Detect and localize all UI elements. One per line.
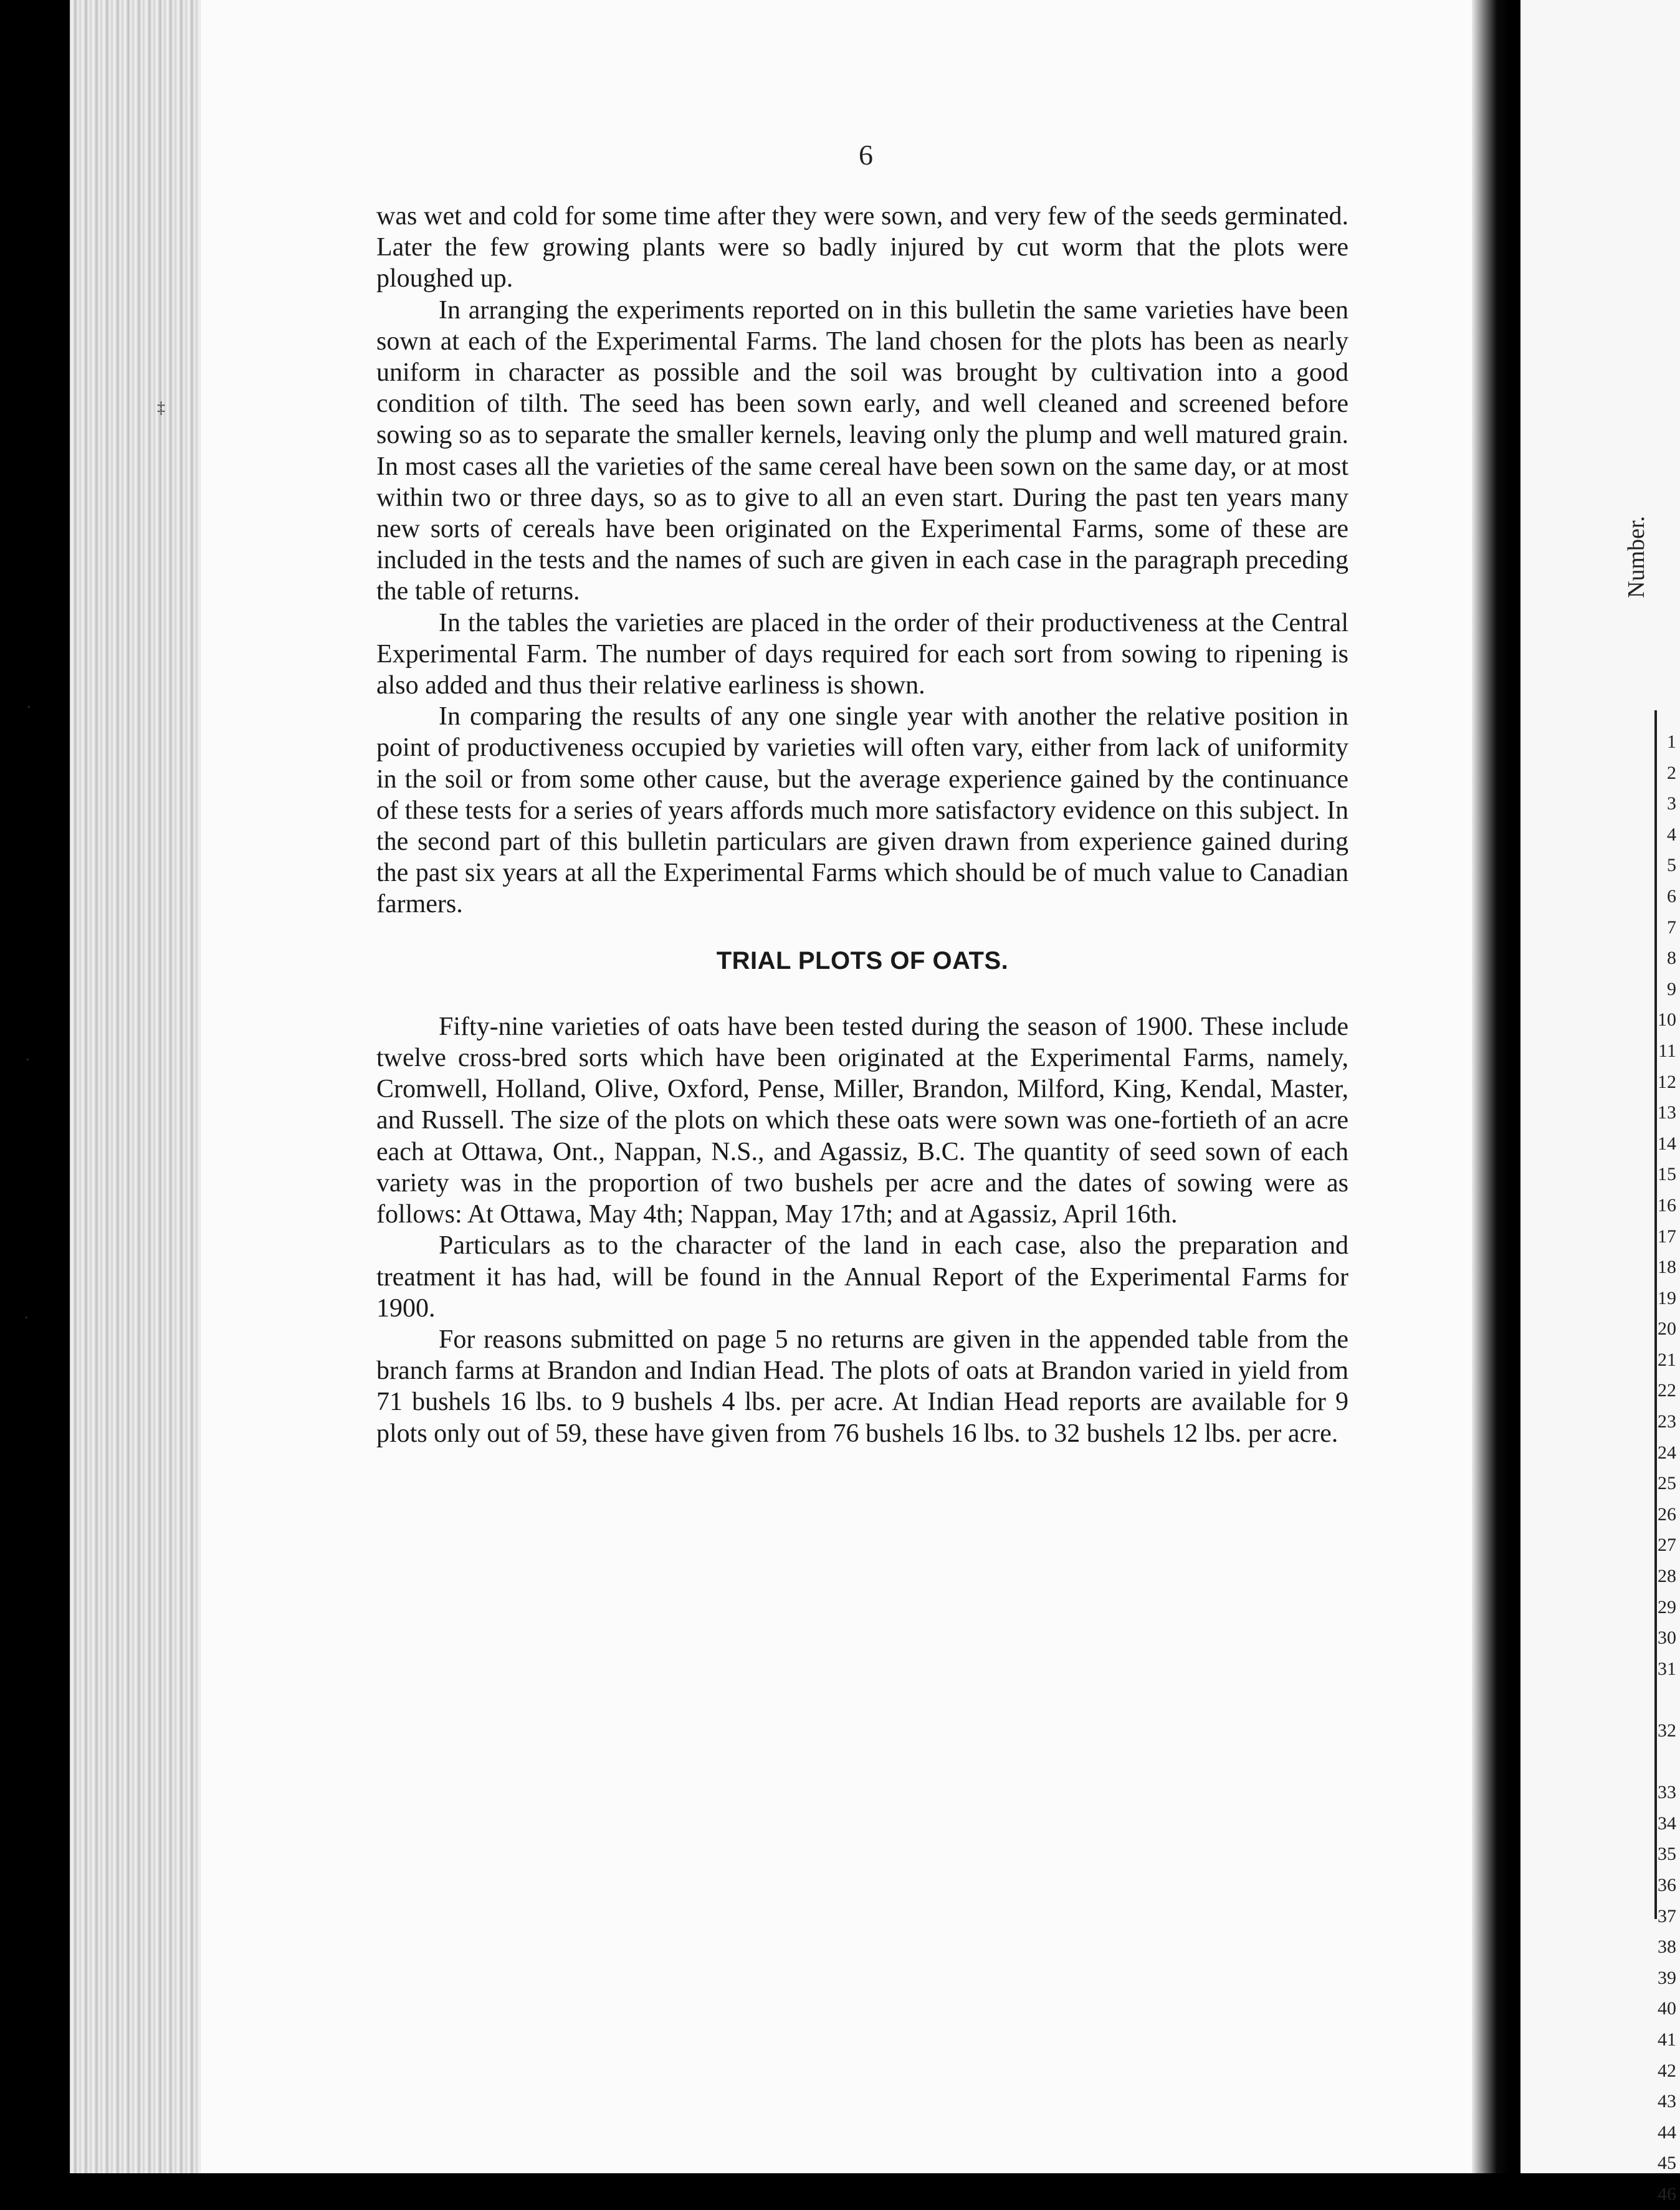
- facing-row-number: 32: [1658, 1720, 1676, 1741]
- facing-row-number: 7: [1667, 917, 1676, 938]
- facing-row-number: 28: [1658, 1566, 1676, 1587]
- facing-row-number: 22: [1658, 1380, 1676, 1401]
- facing-row-number: 46: [1658, 2183, 1676, 2204]
- facing-row-number: 13: [1658, 1102, 1676, 1123]
- facing-row-number: 35: [1658, 1844, 1676, 1865]
- paragraph: Fifty-nine varieties of oats have been tested during the season of 1900. These include twelve cross-bred sorts which have been originated at the Experimental Farms, namely, Cromwell, Holland, Olive, Oxford, Pense, Miller, Brandon, Milford, King, Kendal, Master, and Russell. The size of the plots on which these oats were sown was one-fortieth of an acre each at Ottawa, Ont., Nappan, N.S., and Agassiz, B.C. The quantity of seed sown of each variety was in the proportion of two bushels per acre and the dates of sowing were as follows: At Ottawa, May 4th; Nappan, May 17th; and at Agassiz, April 16th.: [376, 1012, 1348, 1229]
- facing-row-number: 42: [1658, 2060, 1676, 2081]
- facing-row-number: 20: [1658, 1318, 1676, 1340]
- facing-row-number: 34: [1658, 1812, 1676, 1834]
- body-text: [376, 201, 1348, 1449]
- book-gutter: [1472, 0, 1509, 2173]
- facing-row-number: [1641, 1684, 1676, 1715]
- paragraph: was wet and cold for some time after they were sown, and very few of the seeds germinated. Later the few growing plants were so badly injured by cut worm that the plots were ploughed up.: [376, 202, 1348, 293]
- facing-row-number: 5: [1667, 855, 1676, 876]
- paragraph: In comparing the results of any one single year with another the relative position in point of productiveness occupied by varieties will often vary, either from lack of uniformity in the soil or from some other cause, but the average experience gained by the continuance of these tests for a series of years affords much more satisfactory evidence on this subject. In the second part of this bulletin particulars are given drawn from experience gained during the past six years at all the Experimental Farms which should be of much value to Canadian farmers.: [376, 702, 1348, 919]
- facing-row-number: 17: [1658, 1226, 1676, 1247]
- facing-row-number: 40: [1658, 1998, 1676, 2019]
- facing-row-number: 14: [1658, 1133, 1676, 1154]
- facing-row-number: 16: [1658, 1194, 1676, 1216]
- paragraph: For reasons submitted on page 5 no returns are given in the appended table from the branch farms at Brandon and Indian Head. The plots of oats at Brandon varied in yield from 71 bushels 16 lbs. to 9 bushels 4 lbs. per acre. At Indian Head reports are available for 9 plots only out of 59, these have given from 76 bushels 16 lbs. to 32 bushels 12 lbs. per acre.: [376, 1325, 1348, 1448]
- facing-row-number: 3: [1667, 793, 1676, 814]
- facing-row-number: 8: [1667, 948, 1676, 969]
- facing-row-number: 30: [1658, 1627, 1676, 1649]
- margin-mark: ‡: [157, 399, 165, 417]
- facing-row-number: 11: [1658, 1040, 1676, 1061]
- facing-row-number: 41: [1658, 2029, 1676, 2050]
- facing-row-number: 29: [1658, 1596, 1676, 1617]
- margin-mark: ·: [25, 1050, 31, 1069]
- facing-row-number: 12: [1658, 1071, 1676, 1092]
- page-number: 6: [859, 139, 873, 171]
- facing-row-number: 1: [1667, 731, 1676, 752]
- facing-row-number: 25: [1658, 1473, 1676, 1494]
- facing-row-number: 36: [1658, 1874, 1676, 1895]
- facing-row-number: 26: [1658, 1503, 1676, 1525]
- facing-row-number: [1641, 1746, 1676, 1778]
- facing-row-number: 15: [1658, 1164, 1676, 1185]
- facing-row-number: 9: [1667, 978, 1676, 999]
- facing-row-number: 31: [1658, 1658, 1676, 1679]
- paragraph: Particulars as to the character of the land in each case, also the preparation and treatment it has had, will be found in the Annual Report of the Experimental Farms for 1900.: [376, 1231, 1348, 1323]
- facing-row-number: 2: [1667, 762, 1676, 783]
- facing-page-column-header: Number.: [1623, 516, 1649, 598]
- facing-row-number: 23: [1658, 1411, 1676, 1432]
- facing-row-number: 21: [1658, 1349, 1676, 1370]
- facing-row-number: 38: [1658, 1936, 1676, 1958]
- facing-row-number: 44: [1658, 2122, 1676, 2143]
- facing-row-number: 43: [1658, 2091, 1676, 2112]
- facing-row-number: 24: [1658, 1442, 1676, 1463]
- facing-row-number: 45: [1658, 2153, 1676, 2174]
- facing-row-number: 18: [1658, 1257, 1676, 1278]
- facing-row-number: 33: [1658, 1782, 1676, 1803]
- facing-row-number: 4: [1667, 824, 1676, 845]
- paragraph: In arranging the experiments reported on in this bulletin the same varieties have been sown at each of the Experimental Farms. The land chosen for the plots has been as nearly uniform in character as possible and the soil was brought by cultivation into a good condition of tilth. The seed has been sown early, and well cleaned and screened before sowing so as to separate the smaller kernels, leaving only the plump and well matured grain. In most cases all the varieties of the same cereal have been sown on the same day, or at most within two or three days, so as to give to all an even start. During the past ten years many new sorts of cereals have been originated on the Experimental Farms, some of these are included in the tests and the names of such are given in each case in the paragraph preceding the table of returns.: [376, 295, 1348, 606]
- facing-page-row-numbers: [1641, 726, 1676, 2210]
- facing-row-number: 27: [1658, 1535, 1676, 1556]
- section-heading: TRIAL PLOTS OF OATS.: [716, 946, 1009, 974]
- facing-row-number: 39: [1658, 1967, 1676, 1988]
- paragraph: In the tables the varieties are placed in the order of their productiveness at the Central Experimental Farm. The number of days required for each sort from sowing to ripening is also added and thus their relative earliness is shown.: [376, 608, 1348, 700]
- facing-row-number: 6: [1667, 885, 1676, 907]
- margin-mark: ·: [24, 1308, 29, 1326]
- facing-row-number: 19: [1658, 1287, 1676, 1308]
- facing-row-number: 10: [1658, 1009, 1676, 1031]
- margin-mark: ·: [26, 698, 32, 716]
- page-stack-edge: [70, 0, 201, 2173]
- facing-row-number: 37: [1658, 1905, 1676, 1927]
